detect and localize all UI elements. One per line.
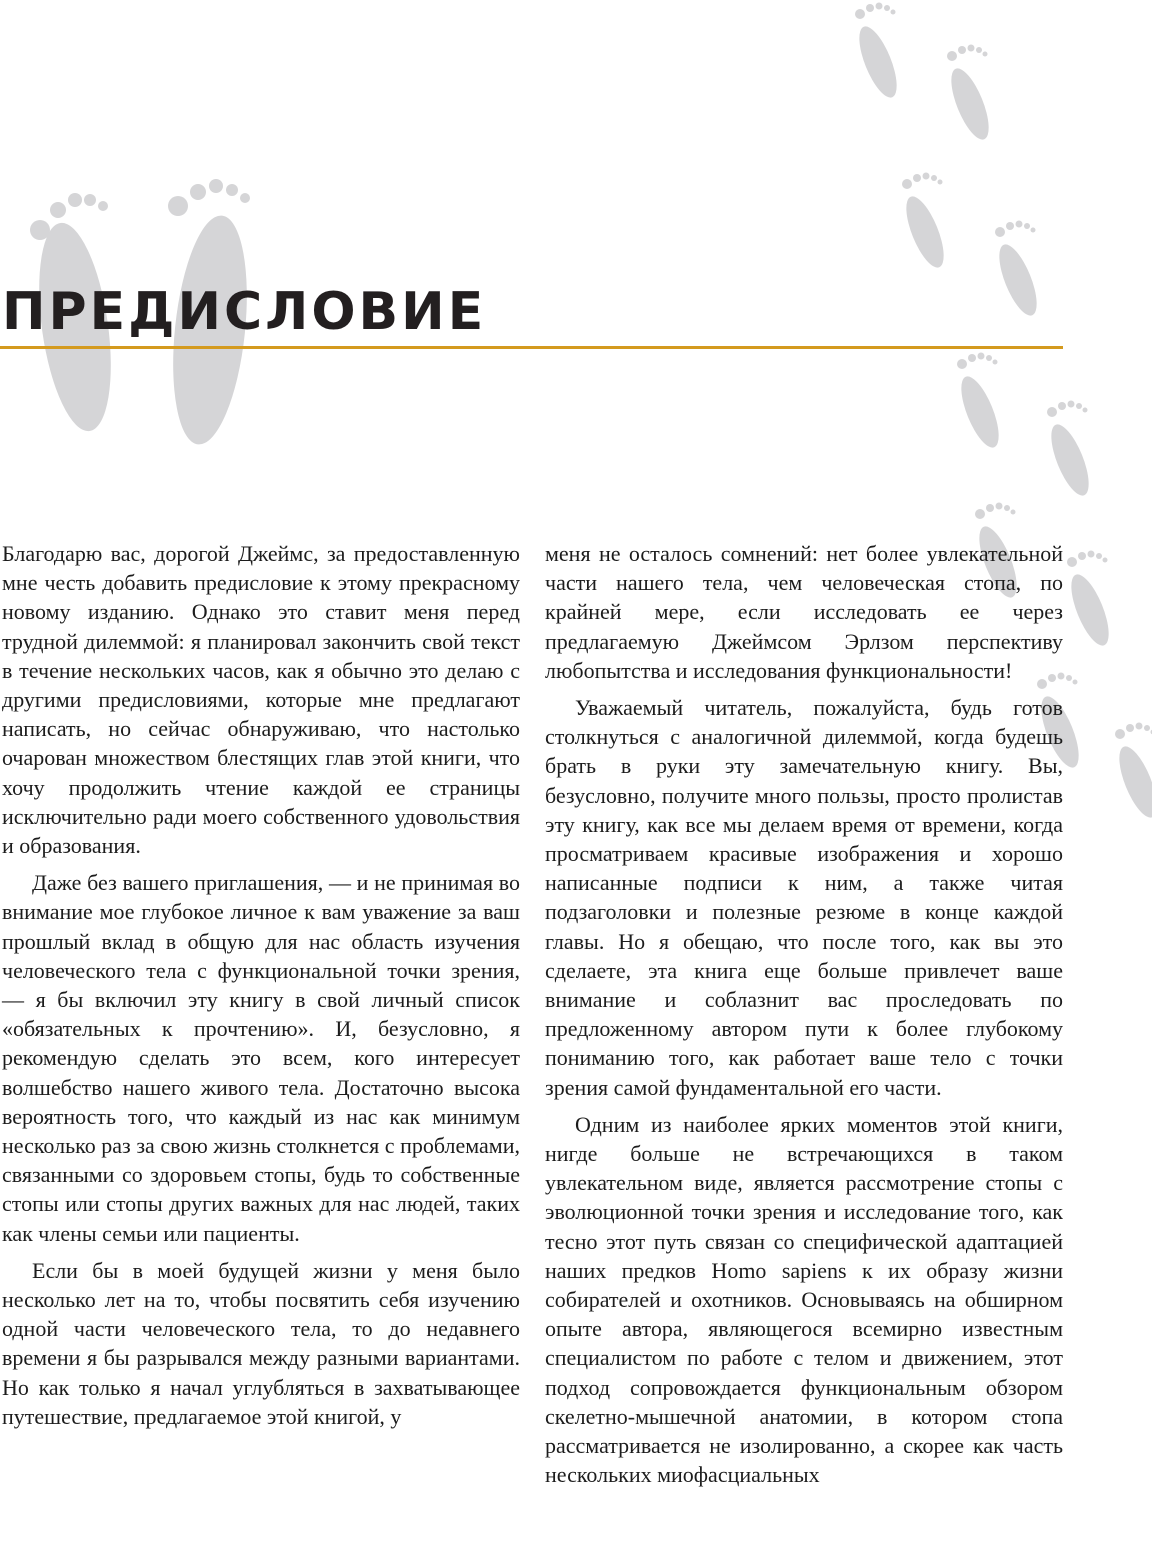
footprint-icon [848,0,908,110]
paragraph: меня не осталось сомнений: нет более увлекательной части нашего тела, чем человеческая стопа, по крайней мере, если исследовать ее через предлагаемую Джеймсом Эрлзом перспективу любопытства и исследования функциональности! [545,541,1063,683]
footprint-icon [940,42,1000,152]
right-column [545,539,1063,1498]
title-divider [0,346,1063,349]
paragraph: Одним из наиболее ярких моментов этой книги, нигде больше не встречающихся в таком увлекательном виде, является рассмотрение стопы с эволюционной точки зрения и исследование того, как тесно этот путь связан со специфической адаптацией наших предков Homo sapiens к их образу жизни собирателей и охотников. Основываясь на обширном опыте автора, являющегося всемирно известным специалистом по работе с телом и движением, этот подход сопровождается функциональным обзором скелетно-мышечной анатомии, в котором стопа рассматривается не изолированно, а скорее как часть нескольких миофасциальных [545,1111,1063,1488]
paragraph: Уважаемый читатель, пожалуйста, будь готов столкнуться с аналогичной дилеммой, когда будешь брать в руки эту замечательную книгу. Вы, безусловно, получите много пользы, просто пролистав эту книгу, как все мы делаем время от времени, когда просматриваем красивые изображения и хорошо написанные подписи к ним, а также читая подзаголовки и полезные резюме в конце каждой главы. Но я обещаю, что после того, как вы это сделаете, эта книга еще больше привлечет ваше внимание и соблазнит вас проследовать по предложенному автором пути к более глубокому пониманию того, как работает ваше тело с точки зрения самой фундаментальной его части. [545,695,1063,1100]
paragraph: Благодарю вас, дорогой Джеймс, за предоставленную мне честь добавить предисловие к этому прекрасному новому изданию. Однако это ставит меня перед трудной дилеммой: я планировал закончить свой текст в течение нескольких часов, как я обычно это делаю с другими предисловиями, которые мне предлагают написать, но сейчас обнаруживаю, что настолько очарован множеством блестящих глав этой книги, что хочу продолжить чтение каждой ее страницы исключительно ради моего собственного удовольствия и образования. [2,541,520,859]
footprint-icon [1060,548,1120,658]
footprint-icon [1108,720,1152,830]
paragraph: Даже без вашего приглашения, — и не принимая во внимание мое глубокое личное к вам уважение за ваш прошлый вклад в общую для нас область изучения человеческого тела с функциональной точки зрения, — я бы включил эту книгу в свой личный список «обязательных к прочтению». И, безусловно, я рекомендую сделать это всем, кого интересует волшебство нашего живого тела. Достаточно высока вероятность того, что каждый из нас как минимум несколько раз за свою жизнь столкнется с проблемами, связанными со здоровьем стопы, будь то собственные стопы или стопы других важных для нас людей, таких как члены семьи или пациенты. [2,870,520,1246]
page-title: ПРЕДИСЛОВИЕ [2,282,487,342]
footprint-icon [1040,398,1100,508]
footprint-icon [895,170,955,280]
paragraph: Если бы в моей будущей жизни у меня было несколько лет на то, чтобы посвятить себя изучению одной части человеческого тела, то до недавнего времени я бы разрывался между разными вариантами. Но как только я начал углубляться в захватывающее путешествие, предлагаемое этой книгой, у [2,1257,520,1429]
left-column [2,539,520,1439]
footprint-icon [988,218,1048,328]
footprint-icon [950,350,1010,460]
